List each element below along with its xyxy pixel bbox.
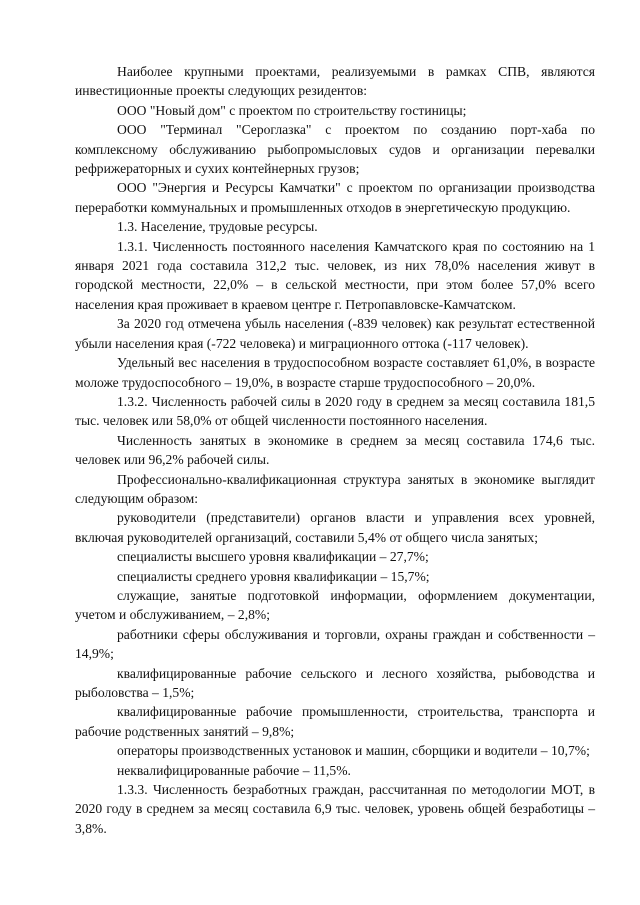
list-item-mid-specialists: специалисты среднего уровня квалификации – 15,7%;	[117, 568, 430, 584]
paragraph-spv-projects-intro: Наиболее крупными проектами, реализуемыми в рамках СПВ, являются инвестиционные проекты следующих резидентов:	[75, 64, 595, 99]
document-page	[75, 62, 595, 838]
paragraph-age-structure: Удельный вес населения в трудоспособном возрасте составляет 61,0%, в возрасте моложе трудоспособного – 19,0%, в возрасте старше трудоспособного – 20,0%.	[75, 355, 595, 390]
paragraph-1-3-2-labor-force: 1.3.2. Численность рабочей силы в 2020 году в среднем за месяц составила 181,5 тыс. человек или 58,0% от общей численности постоянного населения.	[75, 393, 595, 429]
list-item-agri-workers: квалифицированные рабочие сельского и лесного хозяйства, рыбоводства и рыболовства – 1,5%;	[75, 665, 595, 700]
list-item-operators: операторы производственных установок и машин, сборщики и водители – 10,7%;	[117, 743, 590, 759]
paragraph-terminal-seroglazka: ООО "Терминал "Сероглазка" с проектом по созданию порт-хаба по комплексному обслуживанию рыбопромысловых судов и организации перевалки рефрижераторных и сухих контейнерных грузов;	[75, 122, 595, 177]
paragraph-qualification-structure: Профессионально-квалификационная структура занятых в экономике выглядит следующим образом:	[75, 471, 595, 506]
list-item-high-specialists: специалисты высшего уровня квалификации – 27,7%;	[117, 549, 429, 565]
paragraph-1-3-3-unemployment: 1.3.3. Численность безработных граждан, рассчитанная по методологии МОТ, в 2020 году в среднем за месяц составила 6,9 тыс. человек, уровень общей безработицы – 3,8%.	[75, 782, 595, 836]
list-item-clerks: служащие, занятые подготовкой информации, оформлением документации, учетом и обслуживанием, – 2,8%;	[75, 587, 595, 623]
paragraph-energy-resources: ООО "Энергия и Ресурсы Камчатки" с проектом по организации производства переработки коммунальных и промышленных отходов в энергетическую продукцию.	[75, 180, 595, 215]
paragraph-novyi-dom: ООО "Новый дом" с проектом по строительству гостиницы;	[117, 102, 467, 118]
list-item-unskilled: неквалифицированные рабочие – 11,5%.	[117, 762, 351, 778]
paragraph-population-decline: За 2020 год отмечена убыль населения (-839 человек) как результат естественной убыли населения края (-722 человека) и миграционного оттока (-117 человек).	[75, 316, 595, 351]
list-item-service-workers: работники сферы обслуживания и торговли, охраны граждан и собственности – 14,9%;	[75, 626, 595, 662]
list-item-industry-workers: квалифицированные рабочие промышленности, строительства, транспорта и рабочие родственных занятий – 9,8%;	[75, 704, 595, 739]
section-heading-population: 1.3. Население, трудовые ресурсы.	[117, 219, 318, 235]
list-item-managers: руководители (представители) органов власти и управления всех уровней, включая руководителей организаций, составили 5,4% от общего числа занятых;	[75, 510, 595, 545]
paragraph-1-3-1-population: 1.3.1. Численность постоянного населения Камчатского края по состоянию на 1 января 2021 года составила 312,2 тыс. человек, из них 78,0% населения живут в городской местности, 22,0% – в сельской местности, при этом более 57,0% всего населения края проживает в краевом центре г. Петропавловске-Камчатском.	[75, 238, 595, 312]
paragraph-employed: Численность занятых в экономике в среднем за месяц составила 174,6 тыс. человек или 96,2% рабочей силы.	[75, 432, 595, 468]
